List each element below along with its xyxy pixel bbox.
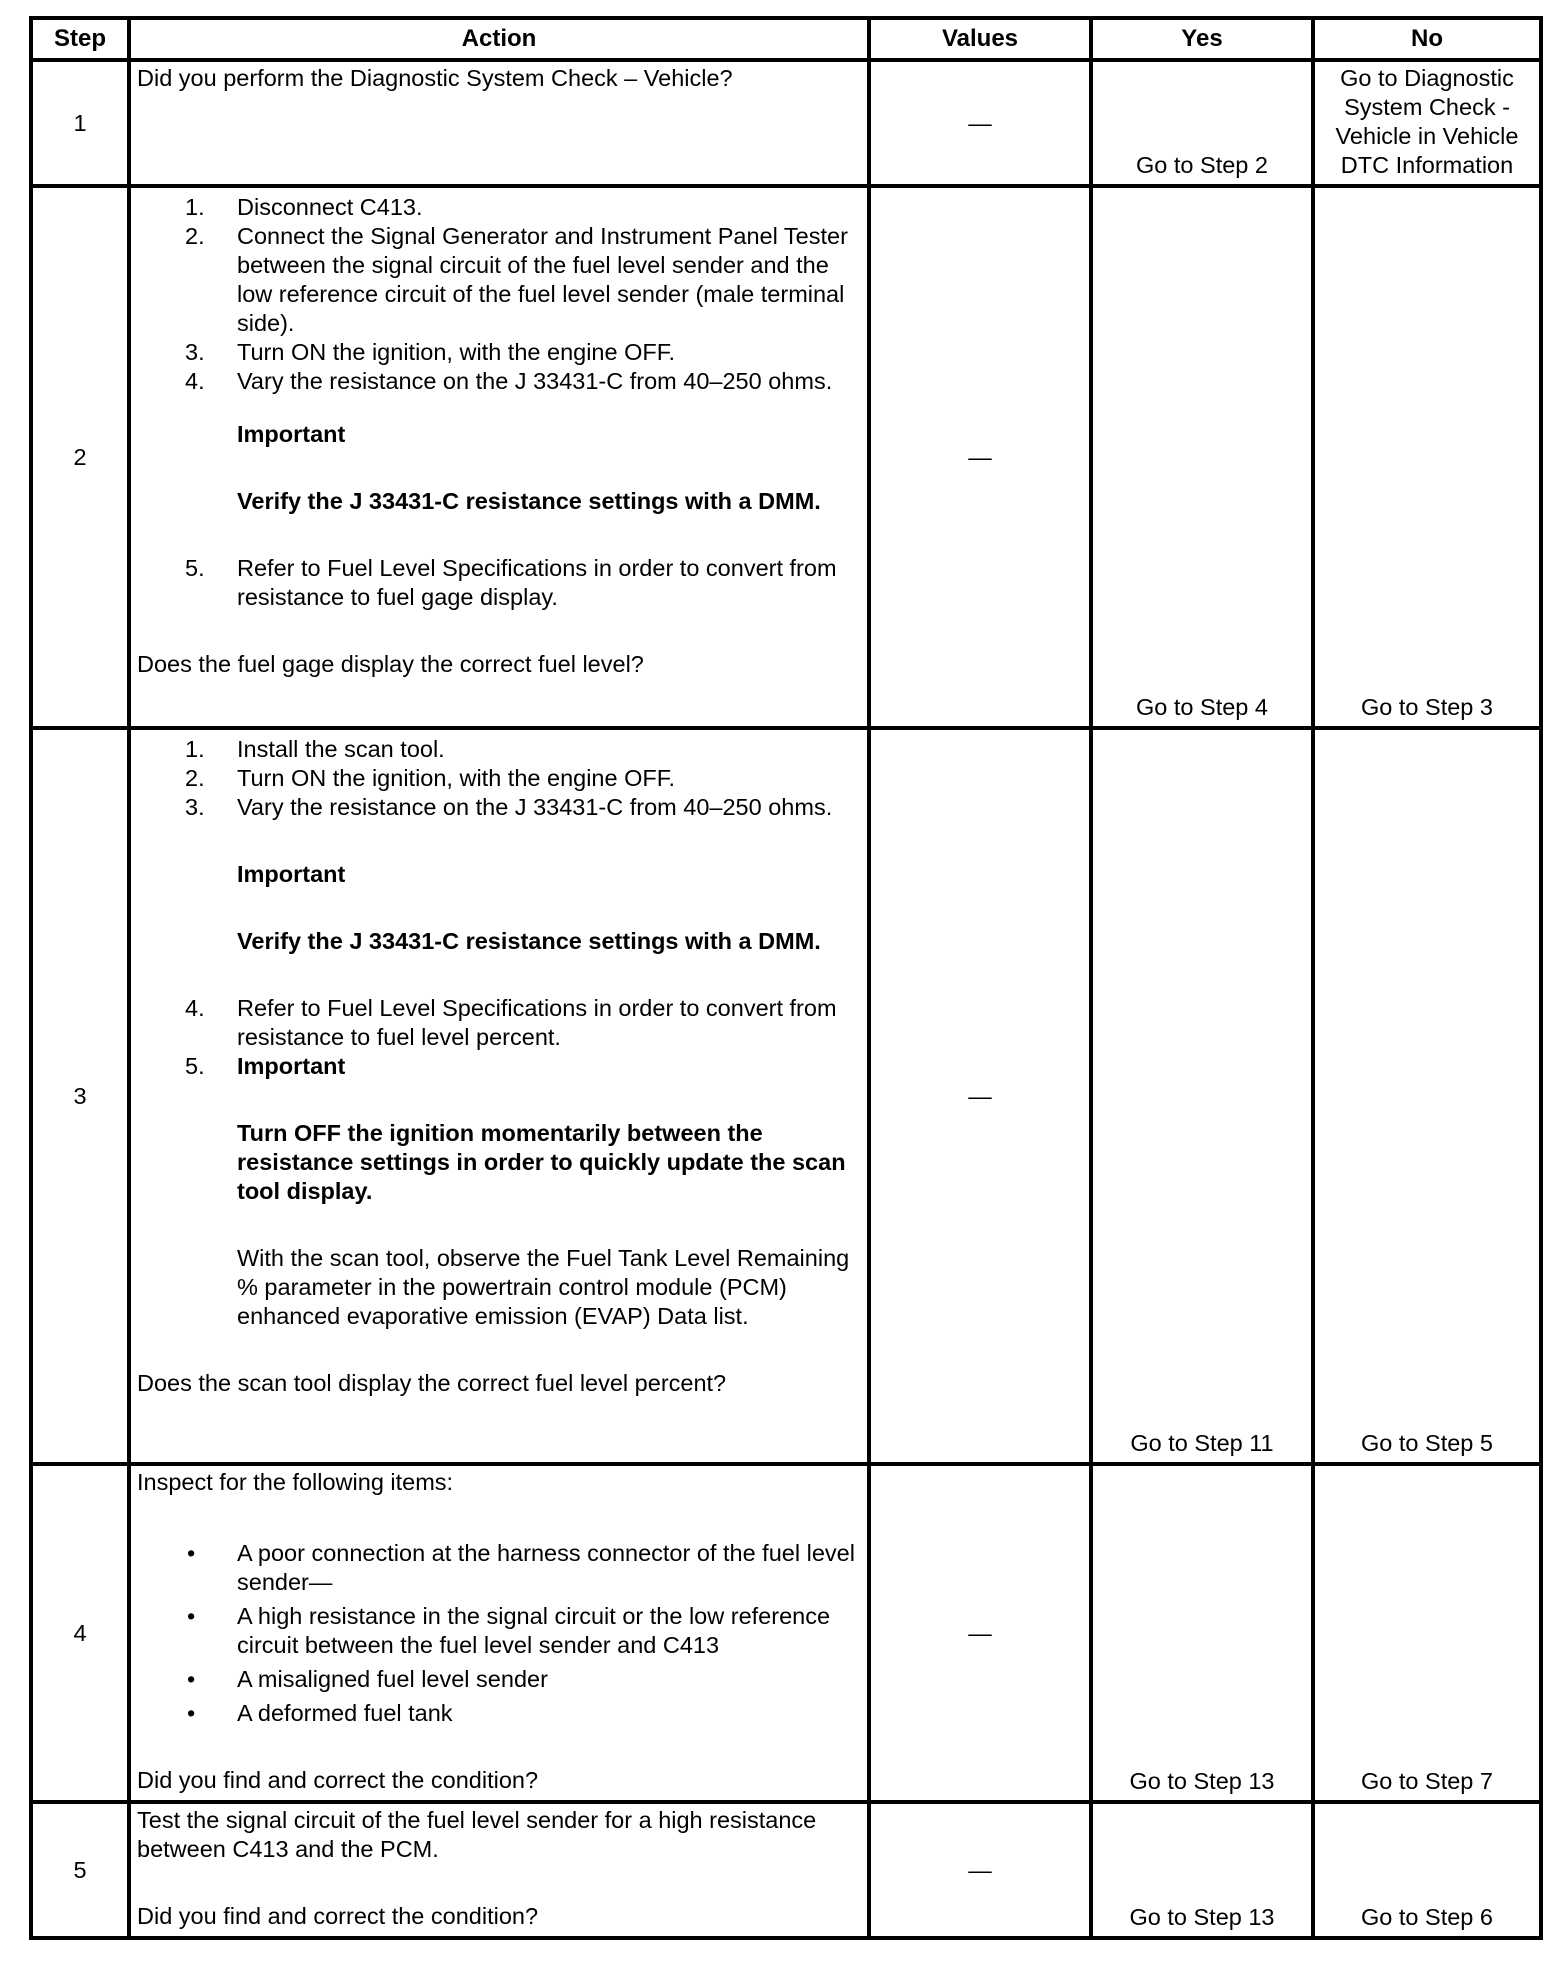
action-cell: [129, 1802, 869, 1938]
question-text: Does the fuel gage display the correct fuel level?: [137, 651, 644, 677]
header-action: Action: [129, 18, 869, 60]
action-cell: [129, 60, 869, 186]
yes-cell: Go to Step 2: [1091, 60, 1313, 186]
values-cell: —: [869, 60, 1091, 186]
action-cell: [129, 728, 869, 1464]
action-text: Test the signal circuit of the fuel level sender for a high resistance between C413 and the PCM.: [137, 1807, 817, 1862]
list-item: 3. Vary the resistance on the J 33431-C from 40–250 ohms.: [185, 794, 833, 820]
important-heading: Important: [237, 421, 346, 447]
table-row-step-2: [31, 186, 1541, 728]
list-item: 4. Refer to Fuel Level Specifications in order to convert from resistance to fuel level percent.: [185, 995, 837, 1050]
list-item: • A misaligned fuel level sender: [187, 1666, 548, 1692]
step-number: 4: [31, 1464, 129, 1802]
table-row-step-3: [31, 728, 1541, 1464]
bullet-icon: •: [187, 1666, 196, 1692]
header-no: No: [1313, 18, 1541, 60]
important-note: Verify the J 33431-C resistance settings with a DMM.: [237, 928, 821, 954]
table-row-step-5: [31, 1802, 1541, 1938]
table-row-step-1: [31, 60, 1541, 186]
important-note: Verify the J 33431-C resistance settings with a DMM.: [237, 488, 821, 514]
no-cell: Go to Step 7: [1313, 1464, 1541, 1802]
values-cell: —: [869, 1802, 1091, 1938]
list-item: • A poor connection at the harness connector of the fuel level sender—: [187, 1540, 855, 1595]
list-item: 1. Install the scan tool.: [185, 736, 445, 762]
list-item: 4. Vary the resistance on the J 33431-C from 40–250 ohms.: [185, 368, 833, 394]
values-cell: —: [869, 728, 1091, 1464]
no-cell: Go to Step 6: [1313, 1802, 1541, 1938]
list-item: 3. Turn ON the ignition, with the engine OFF.: [185, 339, 676, 365]
observe-text: With the scan tool, observe the Fuel Tank Level Remaining % parameter in the powertrain control module (PCM) enhanced evaporative emission (EVAP) Data list.: [237, 1245, 850, 1329]
list-item: • A high resistance in the signal circuit or the low reference circuit between the fuel level sender and C413: [187, 1603, 831, 1658]
step-number: 1: [31, 60, 129, 186]
list-item: 2. Turn ON the ignition, with the engine OFF.: [185, 765, 676, 791]
diagnostic-table: [29, 16, 1543, 1940]
header-yes: Yes: [1091, 18, 1313, 60]
question-text: Does the scan tool display the correct fuel level percent?: [137, 1370, 727, 1396]
values-cell: —: [869, 186, 1091, 728]
question-text: Did you find and correct the condition?: [137, 1903, 539, 1929]
action-cell: [129, 186, 869, 728]
action-steps-list: [137, 554, 861, 612]
action-text: Did you perform the Diagnostic System Check – Vehicle?: [137, 65, 733, 91]
header-step: Step: [31, 18, 129, 60]
action-steps-list: [137, 193, 861, 396]
question-text: Did you find and correct the condition?: [137, 1767, 539, 1793]
action-cell: [129, 1464, 869, 1802]
step-number: 3: [31, 728, 129, 1464]
step-number: 2: [31, 186, 129, 728]
header-row: [31, 18, 1541, 60]
action-steps-list: [137, 994, 861, 1081]
bullet-icon: •: [187, 1700, 196, 1726]
intro-text: Inspect for the following items:: [137, 1469, 454, 1495]
values-cell: —: [869, 1464, 1091, 1802]
important-note: Turn OFF the ignition momentarily between the resistance settings in order to quickly update the scan tool display.: [237, 1120, 846, 1204]
yes-cell: Go to Step 13: [1091, 1464, 1313, 1802]
list-item: 5. Important: [185, 1053, 346, 1079]
list-item: • A deformed fuel tank: [187, 1700, 453, 1726]
step-number: 5: [31, 1802, 129, 1938]
table-row-step-4: [31, 1464, 1541, 1802]
no-cell: Go to Step 3: [1313, 186, 1541, 728]
bullet-icon: •: [187, 1540, 196, 1566]
yes-cell: Go to Step 13: [1091, 1802, 1313, 1938]
list-item: 1. Disconnect C413.: [185, 194, 423, 220]
important-heading: Important: [237, 861, 346, 887]
yes-cell: Go to Step 4: [1091, 186, 1313, 728]
bullet-icon: •: [187, 1603, 196, 1629]
action-steps-list: [137, 735, 861, 822]
no-cell: Go to Diagnostic System Check - Vehicle in Vehicle DTC Information: [1313, 60, 1541, 186]
list-item: 2. Connect the Signal Generator and Instrument Panel Tester between the signal circuit of the fuel level sender and the low reference circuit of the fuel level sender (male terminal side).: [185, 223, 848, 336]
list-item: 5. Refer to Fuel Level Specifications in order to convert from resistance to fuel gage display.: [185, 555, 837, 610]
no-cell: Go to Step 5: [1313, 728, 1541, 1464]
inspect-list: [137, 1539, 861, 1728]
header-values: Values: [869, 18, 1091, 60]
yes-cell: Go to Step 11: [1091, 728, 1313, 1464]
